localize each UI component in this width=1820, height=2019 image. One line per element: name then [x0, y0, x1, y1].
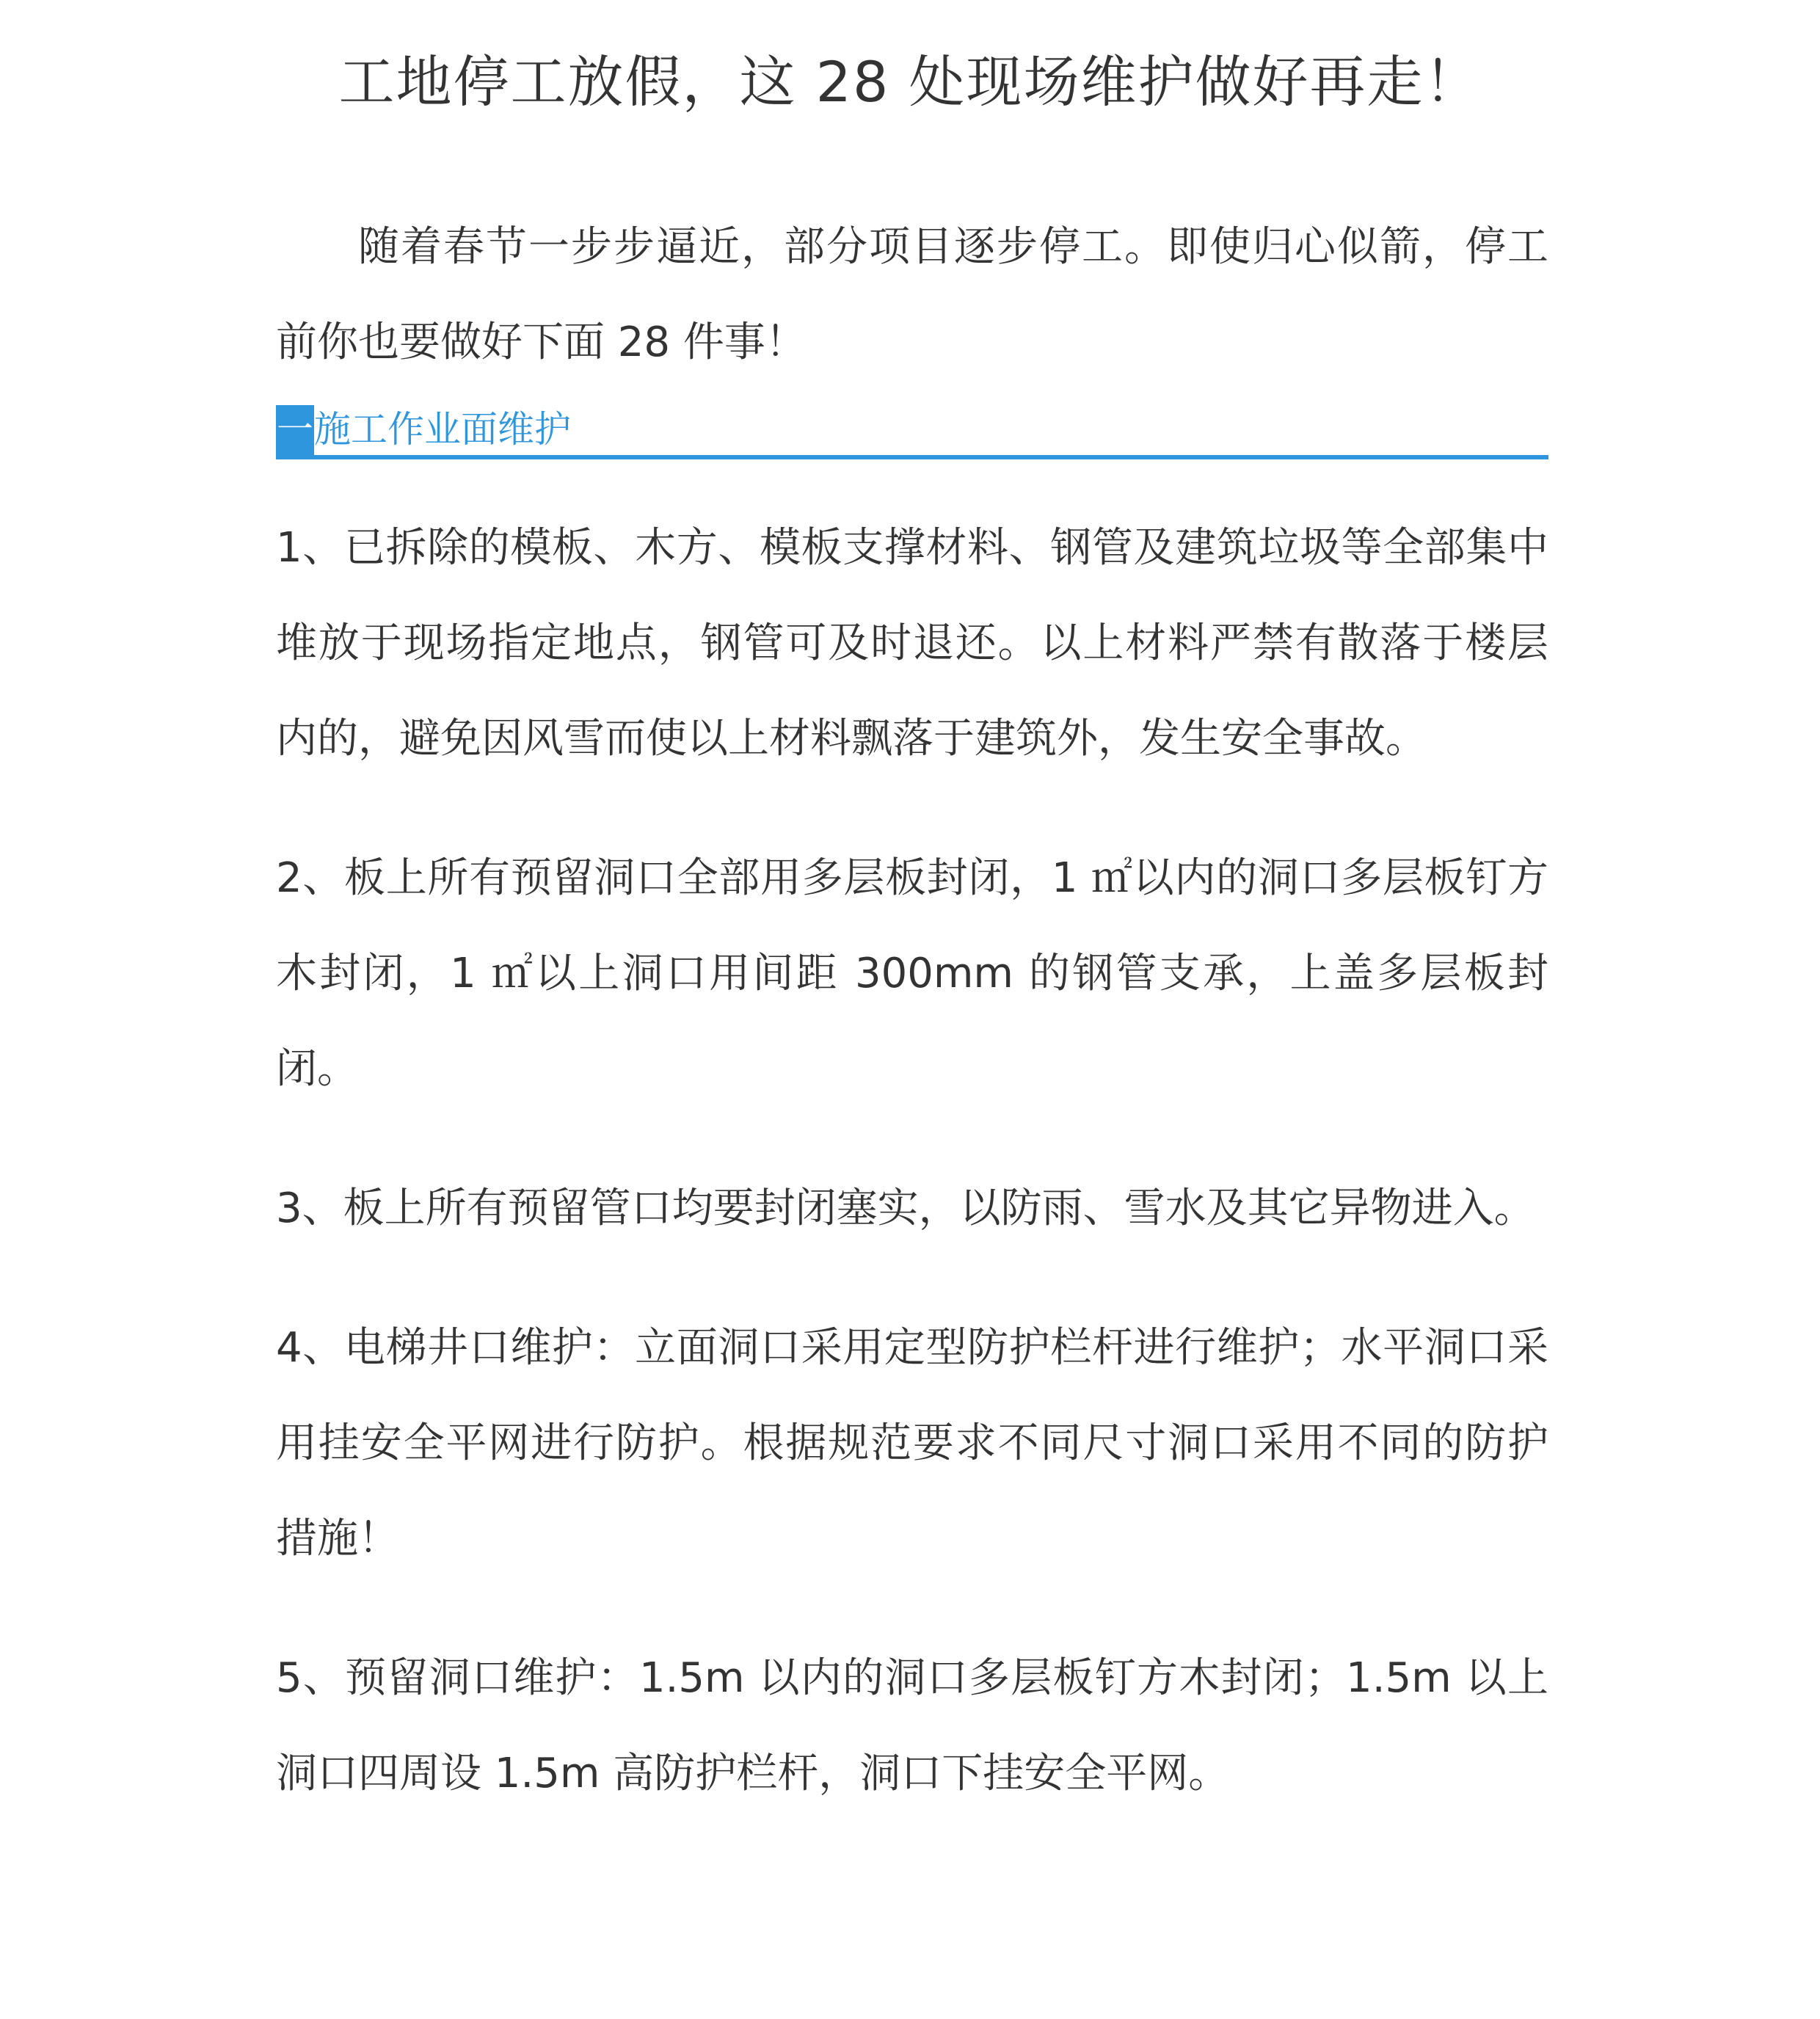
list-item: 4、电梯井口维护：立面洞口采用定型防护栏杆进行维护；水平洞口采用挂安全平网进行防护。根据规范要求不同尺寸洞口采用不同的防护措施！: [276, 1324, 1548, 1563]
page-title: 工地停工放假，这 28 处现场维护做好再走！: [338, 49, 1482, 114]
article-body: [276, 200, 1548, 1866]
list-item: 3、板上所有预留管口均要封闭塞实，以防雨、雪水及其它异物进入。: [276, 1185, 1535, 1232]
section-heading-text: 施工作业面维护: [314, 408, 571, 451]
list-item: 5、预留洞口维护：1.5m 以内的洞口多层板钉方木封闭；1.5m 以上洞口四周设 1.5m 高防护栏杆，洞口下挂安全平网。: [276, 1654, 1548, 1797]
section-heading: [276, 405, 1548, 459]
list-item: 1、已拆除的模板、木方、模板支撑材料、钢管及建筑垃圾等全部集中堆放于现场指定地点，钢管可及时退还。以上材料严禁有散落于楼层内的，避免因风雪而使以上材料飘落于建筑外，发生安全事故。: [276, 524, 1548, 763]
intro-paragraph: 随着春节一步步逼近，部分项目逐步停工。即使归心似箭，停工前你也要做好下面 28 件事！: [276, 223, 1548, 366]
section-number-marker: 一: [276, 405, 314, 455]
list-item: 2、板上所有预留洞口全部用多层板封闭，1 ㎡以内的洞口多层板钉方木封闭，1 ㎡以上洞口用间距 300mm 的钢管支承，上盖多层板封闭。: [276, 854, 1548, 1093]
